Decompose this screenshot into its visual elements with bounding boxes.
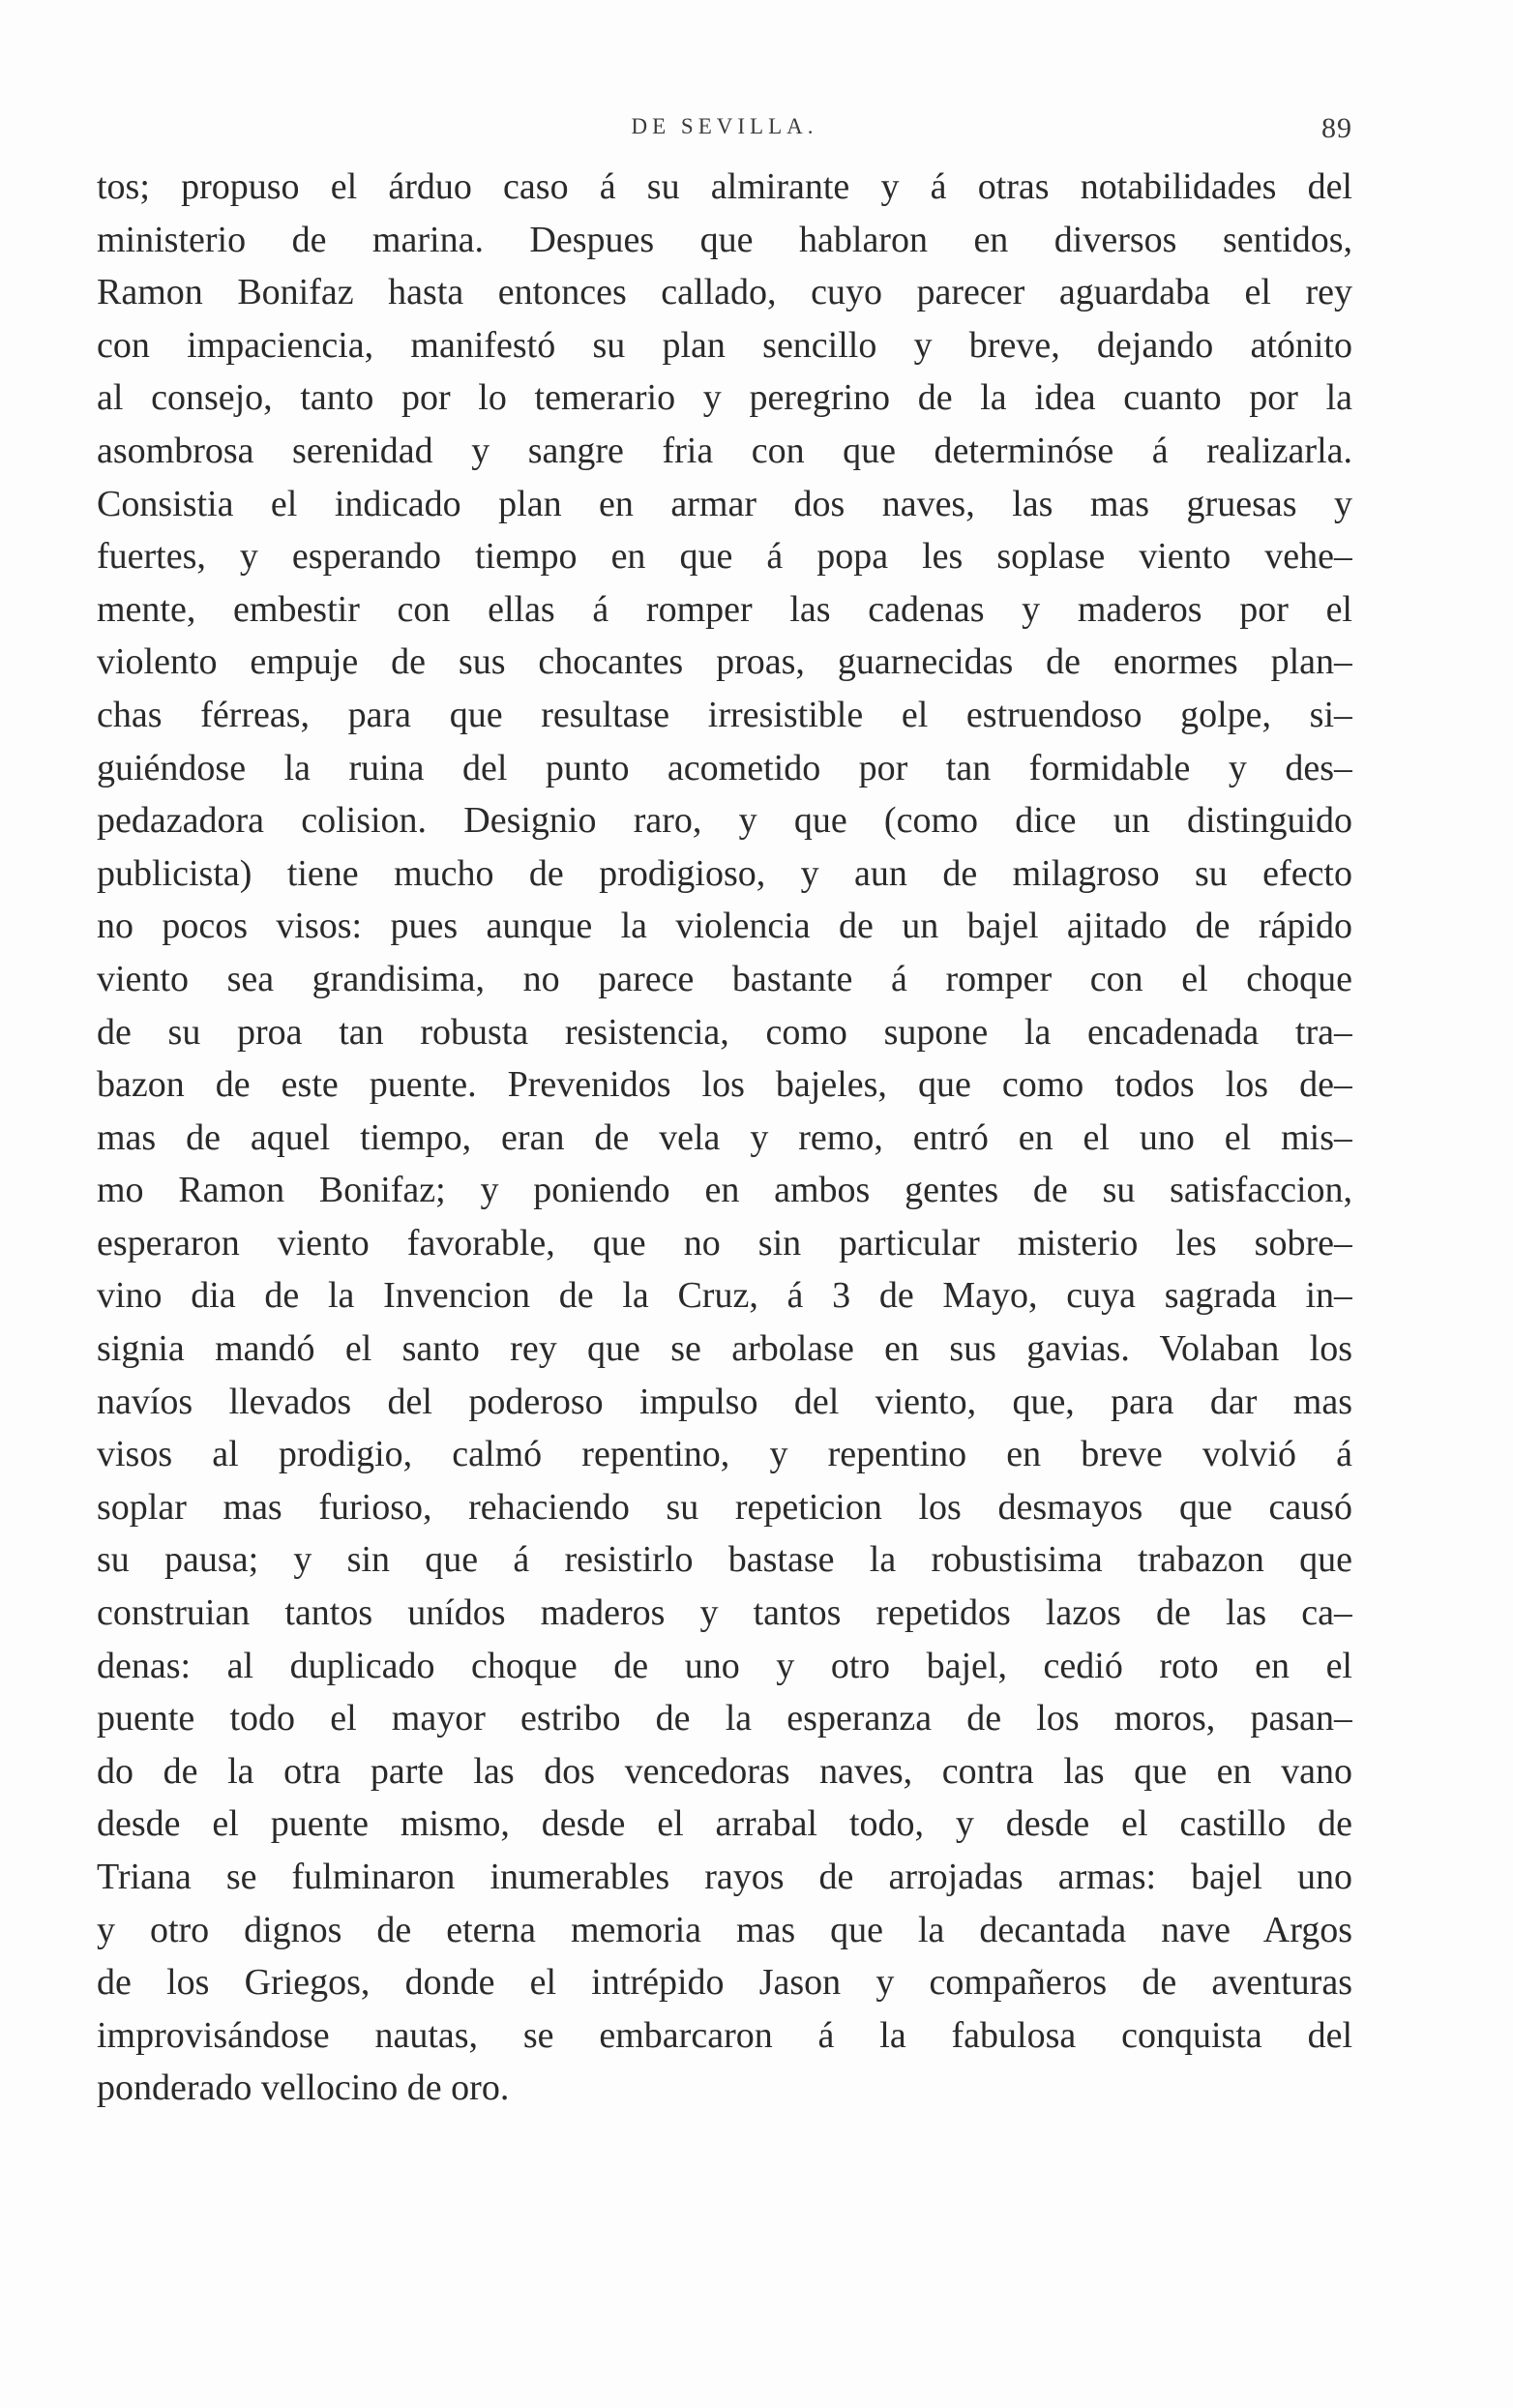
text-line: bazon de este puente. Prevenidos los bajeles, que como todos los de– xyxy=(97,1064,1352,1106)
text-line: con impaciencia, manifestó su plan sencillo y breve, dejando atónito xyxy=(97,324,1352,366)
text-line: do de la otra parte las dos vencedoras naves, contra las que en vano xyxy=(97,1750,1352,1792)
text-line: de los Griegos, donde el intrépido Jason y compañeros de aventuras xyxy=(97,1962,1352,2004)
text-line: vino dia de la Invencion de la Cruz, á 3 de Mayo, cuya sagrada in– xyxy=(97,1275,1352,1317)
text-line: chas férreas, para que resultase irresistible el estruendoso golpe, si– xyxy=(97,694,1352,735)
text-line: visos al prodigio, calmó repentino, y repentino en breve volvió á xyxy=(97,1434,1352,1475)
text-line: Consistia el indicado plan en armar dos naves, las mas gruesas y xyxy=(97,483,1352,524)
text-line: viento sea grandisima, no parece bastante á romper con el choque xyxy=(97,958,1352,999)
text-line: y otro dignos de eterna memoria mas que la decantada nave Argos xyxy=(97,1909,1352,1950)
text-line: violento empuje de sus chocantes proas, guarnecidas de enormes plan– xyxy=(97,641,1352,683)
body-text xyxy=(97,161,1352,2115)
text-line: de su proa tan robusta resistencia, como supone la encadenada tra– xyxy=(97,1011,1352,1053)
text-line: fuertes, y esperando tiempo en que á popa les soplase viento vehe– xyxy=(97,536,1352,578)
text-line: mente, embestir con ellas á romper las cadenas y maderos por el xyxy=(97,588,1352,630)
running-head xyxy=(97,114,1352,153)
text-line: esperaron viento favorable, que no sin particular misterio les sobre– xyxy=(97,1222,1352,1263)
text-line: signia mandó el santo rey que se arbolase en sus gavias. Volaban los xyxy=(97,1328,1352,1370)
text-line: ponderado vellocino de oro. xyxy=(97,2067,510,2109)
text-line: no pocos visos: pues aunque la violencia de un bajel ajitado de rápido xyxy=(97,906,1352,947)
text-line: navíos llevados del poderoso impulso del viento, que, para dar mas xyxy=(97,1381,1352,1422)
text-line: al consejo, tanto por lo temerario y peregrino de la idea cuanto por la xyxy=(97,377,1352,419)
text-line: Ramon Bonifaz hasta entonces callado, cuyo parecer aguardaba el rey xyxy=(97,272,1352,313)
text-line: construian tantos unídos maderos y tantos repetidos lazos de las ca– xyxy=(97,1592,1352,1634)
text-line: soplar mas furioso, rehaciendo su repeticion los desmayos que causó xyxy=(97,1486,1352,1528)
text-line: pedazadora colision. Designio raro, y que (como dice un distinguido xyxy=(97,800,1352,842)
text-line: desde el puente mismo, desde el arrabal todo, y desde el castillo de xyxy=(97,1803,1352,1845)
text-line: tos; propuso el árduo caso á su almirante y á otras notabilidades del xyxy=(97,166,1352,207)
text-line: publicista) tiene mucho de prodigioso, y aun de milagroso su efecto xyxy=(97,852,1352,894)
text-line: guiéndose la ruina del punto acometido por tan formidable y des– xyxy=(97,747,1352,788)
text-line: puente todo el mayor estribo de la esperanza de los moros, pasan– xyxy=(97,1698,1352,1739)
text-line: improvisándose nautas, se embarcaron á la fabulosa conquista del xyxy=(97,2014,1352,2056)
page-number: 89 xyxy=(1321,112,1352,144)
text-line: asombrosa serenidad y sangre fria con que determinóse á realizarla. xyxy=(97,430,1352,471)
text-line: mas de aquel tiempo, eran de vela y remo, entró en el uno el mis– xyxy=(97,1116,1352,1158)
text-line: ministerio de marina. Despues que hablaron en diversos sentidos, xyxy=(97,219,1352,260)
text-line: mo Ramon Bonifaz; y poniendo en ambos gentes de su satisfaccion, xyxy=(97,1170,1352,1211)
text-line: denas: al duplicado choque de uno y otro bajel, cedió roto en el xyxy=(97,1645,1352,1686)
text-line: Triana se fulminaron inumerables rayos de arrojadas armas: bajel uno xyxy=(97,1857,1352,1897)
running-title: DE SEVILLA. xyxy=(631,114,818,138)
text-line: su pausa; y sin que á resistirlo bastase la robustisima trabazon que xyxy=(97,1539,1352,1581)
